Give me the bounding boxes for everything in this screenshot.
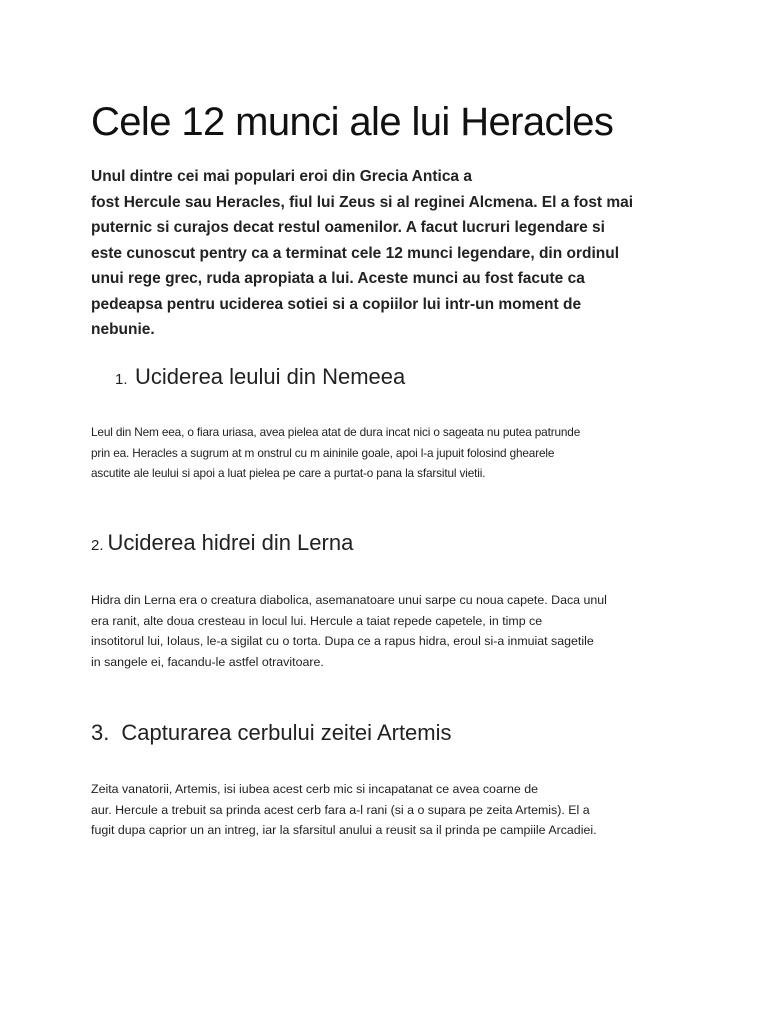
paragraph-line: in sangele ei, facandu-le astfel otravitoare. bbox=[91, 654, 324, 669]
section-number: 1. bbox=[115, 371, 128, 388]
intro-line: este cunoscut pentry ca a terminat cele 12 munci legendare, din ordinul bbox=[91, 244, 620, 262]
section-heading-artemis bbox=[91, 718, 452, 748]
section-heading-lerna bbox=[91, 528, 353, 561]
section-number: 3. bbox=[91, 720, 110, 745]
paragraph-line: Zeita vanatorii, Artemis, isi iubea acest cerb mic si incapatanat ce avea coarne de bbox=[91, 782, 538, 796]
paragraph-line: Leul din Nem eea, o fiara uriasa, avea pielea atat de dura incat nici o sageata nu putea patrunde bbox=[91, 425, 581, 439]
paragraph-line: era ranit, alte doua cresteau in locul lui. Hercule a taiat repede capetele, in timp ce bbox=[91, 613, 543, 628]
intro-line: Unul dintre cei mai populari eroi din Grecia Antica a bbox=[91, 168, 472, 185]
intro-paragraph bbox=[91, 164, 671, 343]
section-heading-nemeea bbox=[115, 362, 405, 395]
intro-line: nebunie. bbox=[91, 321, 155, 338]
section-heading-text: Uciderea leului din Nemeea bbox=[135, 364, 406, 389]
section-heading-text: Uciderea hidrei din Lerna bbox=[107, 530, 354, 555]
section-paragraph-lerna bbox=[91, 590, 691, 672]
paragraph-line: prin ea. Heracles a sugrum at m onstrul cu m aininile goale, apoi l-a jupuit folosind ghearele bbox=[91, 445, 555, 460]
intro-line: pedeapsa pentru uciderea sotiei si a copiilor lui intr-un moment de bbox=[91, 295, 582, 313]
paragraph-line: aur. Hercule a trebuit sa prinda acest cerb fara a-l rani (si a o supara pe zeita Artemis). El a bbox=[91, 802, 590, 817]
section-paragraph-nemeea bbox=[91, 422, 691, 484]
paragraph-line: ascutite ale leului si apoi a luat pielea pe care a purtat-o pana la sfarsitul vietii. bbox=[91, 466, 486, 480]
paragraph-line: insotitorul lui, Iolaus, le-a sigilat cu o torta. Dupa ce a rapus hidra, eroul si-a inmuiat sagetile bbox=[91, 634, 594, 648]
section-heading-text: Capturarea cerbului zeitei Artemis bbox=[121, 720, 452, 745]
intro-line: puternic si curajos decat restul oamenilor. A facut lucruri legendare si bbox=[91, 219, 605, 236]
page-title: Cele 12 munci ale lui Heracles bbox=[91, 100, 614, 144]
intro-line: unui rege grec, ruda apropiata a lui. Aceste munci au fost facute ca bbox=[91, 270, 585, 287]
paragraph-line: fugit dupa caprior un an intreg, iar la sfarsitul anului a reusit sa il prinda pe campiile Arcadiei. bbox=[91, 823, 597, 837]
section-paragraph-artemis bbox=[91, 779, 691, 841]
section-number: 2. bbox=[91, 537, 104, 554]
intro-line: fost Hercule sau Heracles, fiul lui Zeus si al reginei Alcmena. El a fost mai bbox=[91, 193, 634, 211]
paragraph-line: Hidra din Lerna era o creatura diabolica, asemanatoare unui sarpe cu noua capete. Daca unul bbox=[91, 593, 607, 607]
